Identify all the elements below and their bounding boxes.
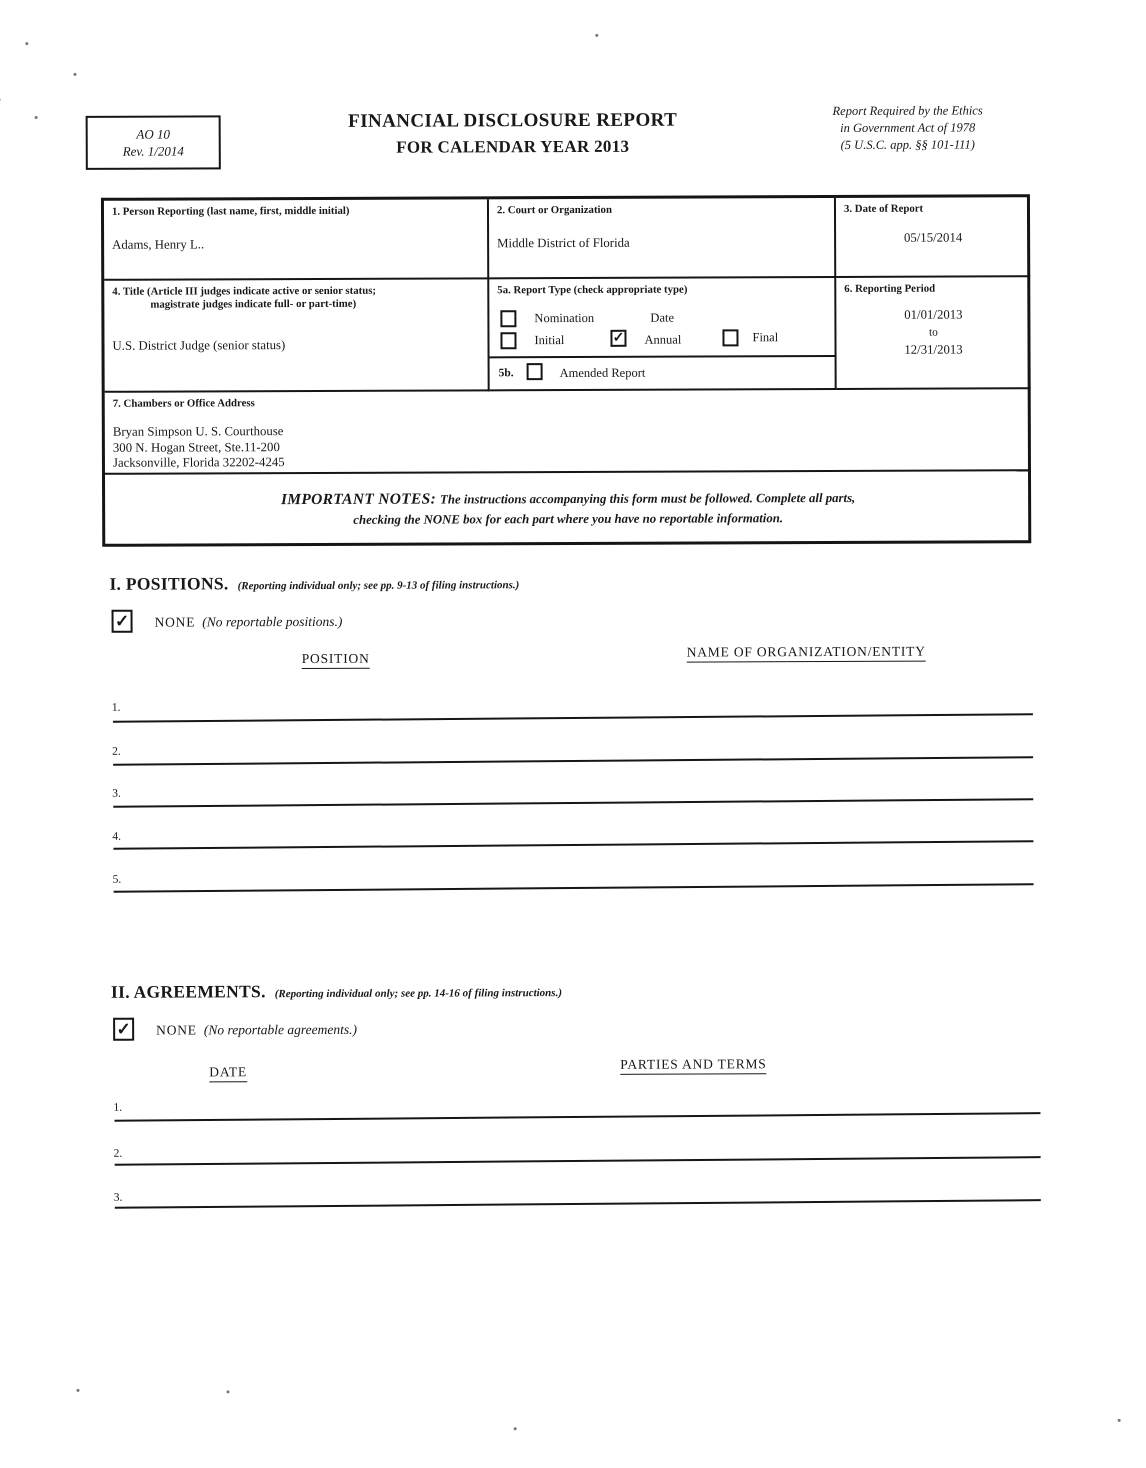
positions-col-position: POSITION bbox=[302, 651, 370, 669]
form-title-line2: FOR CALENDAR YEAR 2013 bbox=[396, 136, 630, 157]
requirement-note bbox=[813, 102, 1003, 154]
check-icon: ✓ bbox=[612, 330, 625, 346]
person-reporting-label: 1. Person Reporting (last name, first, middle initial) bbox=[111, 204, 350, 218]
agreements-heading bbox=[111, 980, 562, 1003]
person-reporting-value: Adams, Henry L.. bbox=[112, 237, 205, 252]
court-value: Middle District of Florida bbox=[497, 235, 630, 251]
amended-checkbox[interactable] bbox=[527, 363, 543, 380]
form-title-line1: FINANCIAL DISCLOSURE REPORT bbox=[348, 109, 678, 132]
agreements-col-parties: PARTIES AND TERMS bbox=[620, 1056, 766, 1075]
positions-blank-line-3 bbox=[113, 798, 1033, 807]
requirement-line2: in Government Act of 1978 bbox=[840, 120, 976, 135]
positions-col-organization: NAME OF ORGANIZATION/ENTITY bbox=[687, 644, 926, 663]
annual-checkbox[interactable] bbox=[610, 330, 626, 347]
agreements-heading-title: II. AGREEMENTS. bbox=[110, 981, 266, 1002]
positions-row-number: 2. bbox=[112, 745, 121, 758]
nomination-label: Nomination bbox=[534, 310, 595, 326]
report-info-table bbox=[101, 194, 1031, 547]
amended-label: Amended Report bbox=[559, 365, 646, 381]
agreements-none-note: (No reportable agreements.) bbox=[203, 1021, 357, 1038]
important-notes-line2: checking the NONE box for each part where you have no reportable information. bbox=[353, 511, 784, 527]
agreements-blank-line-2 bbox=[115, 1156, 1041, 1165]
reporting-period-end: 12/31/2013 bbox=[904, 342, 963, 357]
positions-row-number: 4. bbox=[112, 830, 122, 843]
reporting-period-label: 6. Reporting Period bbox=[844, 282, 936, 295]
initial-checkbox[interactable] bbox=[500, 332, 516, 349]
agreements-col-date: DATE bbox=[209, 1064, 247, 1082]
final-checkbox[interactable] bbox=[722, 329, 738, 346]
initial-label: Initial bbox=[534, 333, 565, 348]
positions-heading-title: I. POSITIONS. bbox=[109, 573, 229, 594]
agreements-blank-line-1 bbox=[114, 1112, 1040, 1121]
title-value: U.S. District Judge (senior status) bbox=[112, 338, 286, 353]
chambers-label: 7. Chambers or Office Address bbox=[112, 397, 255, 410]
positions-row-number: 5. bbox=[112, 873, 122, 886]
positions-none-note: (No reportable positions.) bbox=[202, 613, 343, 630]
amended-prefix: 5b. bbox=[498, 367, 514, 380]
agreements-row-number: 1. bbox=[113, 1101, 123, 1114]
scan-speck bbox=[25, 42, 28, 45]
chambers-address-line1: Bryan Simpson U. S. Courthouse bbox=[112, 424, 284, 439]
title-label-line2: magistrate judges indicate full- or part-time) bbox=[150, 297, 357, 311]
agreements-heading-note: (Reporting individual only; see pp. 14-16 of filing instructions.) bbox=[274, 987, 563, 1001]
date-of-report-value: 05/15/2014 bbox=[903, 230, 963, 245]
important-notes-title: IMPORTANT NOTES: bbox=[280, 490, 437, 509]
positions-blank-line-4 bbox=[113, 840, 1033, 849]
positions-blank-line-1 bbox=[113, 713, 1033, 722]
requirement-line1: Report Required by the Ethics bbox=[832, 103, 983, 118]
date-of-report-label: 3. Date of Report bbox=[843, 202, 924, 215]
positions-none-row bbox=[155, 613, 343, 632]
positions-none-label: NONE bbox=[154, 614, 196, 630]
agreements-blank-line-3 bbox=[115, 1199, 1041, 1208]
reporting-period-cell bbox=[836, 277, 1030, 390]
agreements-row-number: 3. bbox=[113, 1191, 123, 1204]
scan-speck bbox=[73, 73, 76, 76]
positions-heading-note: (Reporting individual only; see pp. 9-13 of filing instructions.) bbox=[237, 579, 520, 593]
positions-row-number: 1. bbox=[111, 701, 121, 714]
scan-speck bbox=[35, 116, 38, 119]
date-of-report-cell bbox=[836, 197, 1030, 278]
positions-none-checkbox[interactable] bbox=[112, 610, 133, 633]
chambers-address-line3: Jacksonville, Florida 32202-4245 bbox=[112, 455, 285, 470]
positions-row-number: 3. bbox=[112, 787, 121, 800]
scan-speck bbox=[0, 98, 1, 101]
check-icon: ✓ bbox=[116, 1019, 131, 1039]
positions-blank-line-2 bbox=[113, 756, 1033, 765]
scan-speck bbox=[227, 1390, 230, 1393]
form-number-box bbox=[86, 115, 221, 170]
court-label: 2. Court or Organization bbox=[496, 203, 612, 217]
scan-speck bbox=[77, 1389, 80, 1392]
positions-blank-line-5 bbox=[114, 883, 1034, 892]
person-reporting-cell bbox=[104, 199, 489, 280]
positions-heading bbox=[109, 572, 519, 595]
nomination-date-label: Date bbox=[650, 310, 675, 325]
amended-report-cell bbox=[490, 357, 837, 391]
report-type-cell bbox=[489, 278, 836, 358]
important-notes-line1: The instructions accompanying this form must be followed. Complete all parts, bbox=[439, 490, 856, 507]
scan-speck bbox=[514, 1427, 517, 1430]
chambers-address-cell bbox=[105, 389, 1031, 475]
check-icon: ✓ bbox=[114, 611, 130, 631]
agreements-none-label: NONE bbox=[156, 1022, 197, 1038]
agreements-none-checkbox[interactable] bbox=[113, 1018, 134, 1041]
requirement-line3: (5 U.S.C. app. §§ 101-111) bbox=[840, 137, 975, 152]
report-type-label: 5a. Report Type (check appropriate type) bbox=[497, 283, 688, 297]
nomination-checkbox[interactable] bbox=[500, 310, 516, 327]
title-label-line1: 4. Title (Article III judges indicate active or senior status; bbox=[112, 284, 377, 298]
reporting-period-start: 01/01/2013 bbox=[904, 307, 963, 322]
final-label: Final bbox=[752, 330, 779, 345]
court-cell bbox=[489, 198, 836, 279]
reporting-period-connector: to bbox=[928, 326, 938, 339]
chambers-address-line2: 300 N. Hogan Street, Ste.11-200 bbox=[112, 439, 280, 455]
form-title-block bbox=[298, 109, 728, 158]
agreements-row-number: 2. bbox=[113, 1147, 123, 1160]
scan-speck bbox=[595, 34, 598, 37]
agreements-none-row bbox=[156, 1021, 357, 1040]
form-number: AO 10 bbox=[136, 126, 171, 142]
annual-label: Annual bbox=[644, 332, 682, 347]
scan-speck bbox=[1118, 1419, 1121, 1422]
important-notes-cell bbox=[105, 471, 1031, 547]
form-revision: Rev. 1/2014 bbox=[122, 143, 184, 159]
title-cell bbox=[104, 279, 489, 392]
